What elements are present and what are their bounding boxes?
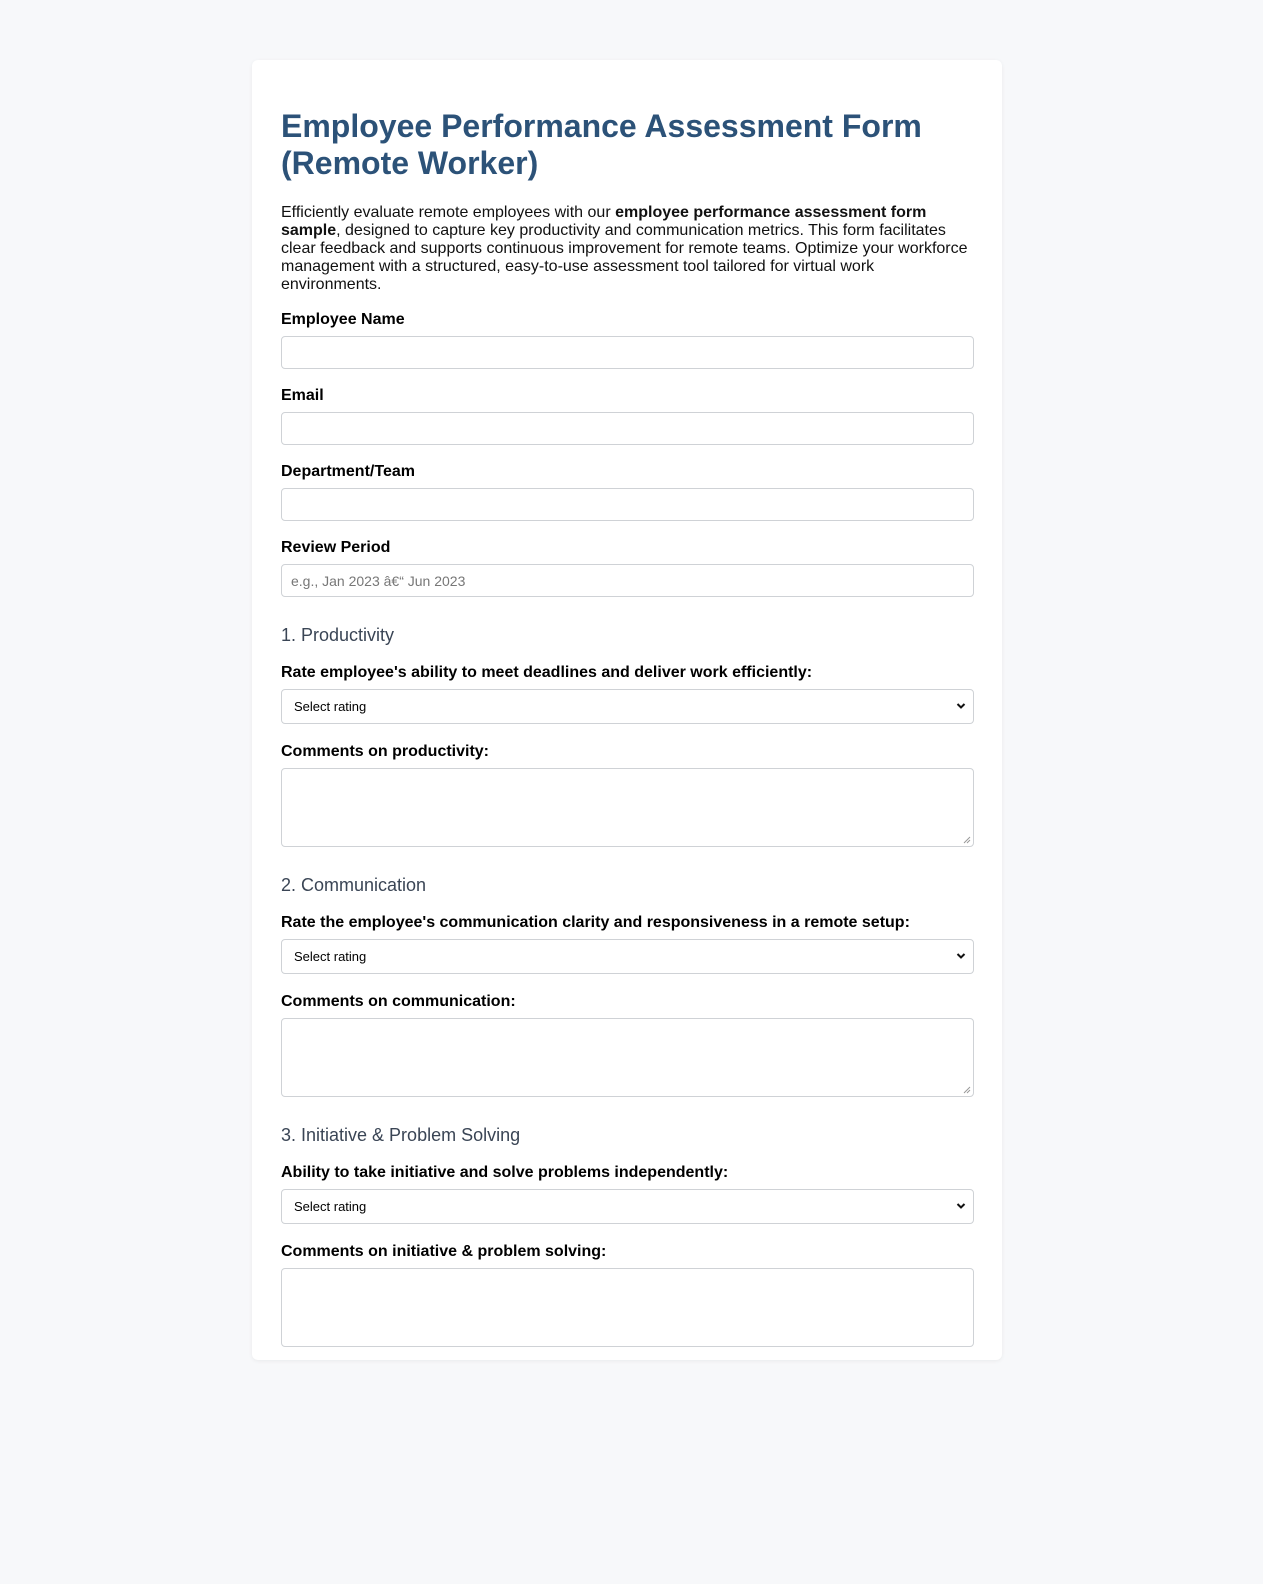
communication-comments-textarea[interactable] — [281, 1018, 974, 1097]
initiative-comments-textarea[interactable] — [281, 1268, 974, 1347]
productivity-rating-label: Rate employee's ability to meet deadlines and deliver work efficiently: — [281, 664, 813, 681]
communication-rating-label: Rate the employee's communication clarity and responsiveness in a remote setup: — [281, 914, 910, 931]
initiative-rating-value: Select rating — [294, 1199, 367, 1214]
resize-grip-icon[interactable] — [963, 836, 971, 844]
communication-rating-value: Select rating — [294, 949, 367, 964]
productivity-rating-select[interactable] — [281, 689, 974, 724]
intro-part-2: , designed to capture key productivity and communication metrics. This form facilitates clear feedback and supports continuous improvement for remote teams. Optimize your workforce management with a structured, easy-to-use assessment tool tailored for virtual work environments. — [281, 222, 968, 293]
intro-text — [281, 204, 973, 294]
initiative-rating-select[interactable] — [281, 1189, 974, 1224]
section-heading-communication: 2. Communication — [281, 875, 427, 895]
resize-grip-icon[interactable] — [963, 1086, 971, 1094]
productivity-rating-field — [281, 663, 973, 724]
review-period-label: Review Period — [281, 539, 391, 556]
employee-name-input[interactable] — [281, 336, 974, 369]
employee-name-field — [281, 310, 973, 369]
intro-bold: employee performance assessment form sample — [281, 204, 927, 239]
initiative-rating-field — [281, 1163, 973, 1224]
communication-rating-select[interactable] — [281, 939, 974, 974]
employee-name-label: Employee Name — [281, 311, 405, 328]
communication-comments-label: Comments on communication: — [281, 993, 516, 1010]
department-label: Department/Team — [281, 463, 415, 480]
productivity-comments-label: Comments on productivity: — [281, 743, 490, 760]
initiative-comments-label: Comments on initiative & problem solving: — [281, 1243, 607, 1260]
department-input[interactable] — [281, 488, 974, 521]
chevron-down-icon — [956, 1201, 966, 1211]
productivity-comments-field — [281, 742, 973, 847]
productivity-comments-textarea[interactable] — [281, 768, 974, 847]
department-field — [281, 462, 973, 521]
page-title: Employee Performance Assessment Form (Remote Worker) — [281, 108, 922, 181]
chevron-down-icon — [956, 951, 966, 961]
email-field — [281, 386, 973, 445]
email-input[interactable] — [281, 412, 974, 445]
intro-part-1: Efficiently evaluate remote employees with our — [281, 204, 616, 221]
initiative-rating-label: Ability to take initiative and solve problems independently: — [281, 1164, 729, 1181]
initiative-comments-field — [281, 1242, 973, 1347]
form-card — [252, 60, 1002, 1360]
chevron-down-icon — [956, 701, 966, 711]
communication-rating-field — [281, 913, 973, 974]
productivity-rating-value: Select rating — [294, 699, 367, 714]
email-label: Email — [281, 387, 324, 404]
review-period-input[interactable] — [281, 564, 974, 597]
review-period-field — [281, 538, 973, 597]
communication-comments-field — [281, 992, 973, 1097]
section-heading-productivity: 1. Productivity — [281, 625, 395, 645]
section-heading-initiative: 3. Initiative & Problem Solving — [281, 1125, 521, 1145]
